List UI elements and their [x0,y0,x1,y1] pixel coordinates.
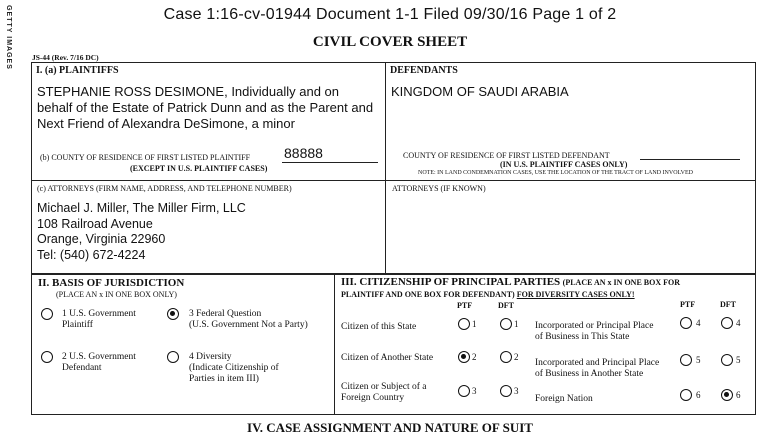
plaintiffs-heading: I. (a) PLAINTIFFS [36,65,119,76]
dft-radio-5[interactable] [721,354,733,366]
dft-num-3: 3 [514,386,519,396]
dft-num-4: 4 [736,318,741,328]
plaintiff-county-label: (b) COUNTY OF RESIDENCE OF FIRST LISTED PLAINTIFF [40,153,251,162]
plaintiff-county-value: 88888 [284,145,323,161]
defendant-name: KINGDOM OF SAUDI ARABIA [391,84,569,99]
ptf-num-4: 4 [696,318,701,328]
defendants-heading: DEFENDANTS [390,65,458,76]
dft-label-right: DFT [720,300,736,309]
defendant-county-label: COUNTY OF RESIDENCE OF FIRST LISTED DEFENDANT [403,151,610,160]
ptf-radio-6[interactable] [680,389,692,401]
watermark: GETTY IMAGES [4,5,12,70]
jurisdiction-sub: (PLACE AN x IN ONE BOX ONLY) [56,290,177,299]
incorporated-another-state-label: Incorporated and Principal Place of Business in Another State [535,358,660,379]
form-title: CIVIL COVER SHEET [312,34,468,50]
case-assignment-heading: IV. CASE ASSIGNMENT AND NATURE OF SUIT [247,420,533,435]
ptf-label-left: PTF [457,301,473,310]
ptf-radio-1[interactable] [458,318,470,330]
attorneys-label: (c) ATTORNEYS (FIRM NAME, ADDRESS, AND TELEPHONE NUMBER) [37,184,292,193]
dft-radio-3[interactable] [500,385,512,397]
case-header: Case 1:16-cv-01944 Document 1-1 Filed 09/30/16 Page 1 of 2 [163,6,617,23]
form-revision: JS-44 (Rev. 7/16 DC) [32,53,99,62]
jurisdiction-heading: II. BASIS OF JURISDICTION [38,277,185,289]
dft-label-left: DFT [498,301,514,310]
dft-num-6: 6 [736,390,741,400]
jurisdiction-option-2: 2 U.S. Government Defendant [62,352,136,373]
jurisdiction-option-3: 3 Federal Question (U.S. Government Not a Party) [189,309,308,330]
jurisdiction-radio-2[interactable] [41,351,53,363]
jurisdiction-radio-4[interactable] [167,351,179,363]
dft-num-2: 2 [514,352,519,362]
citizen-this-state-label: Citizen of this State [341,322,417,332]
dft-num-5: 5 [736,355,741,365]
ptf-num-3: 3 [472,386,477,396]
foreign-nation-label: Foreign Nation [535,394,593,404]
ptf-radio-5[interactable] [680,354,692,366]
citizen-another-state-label: Citizen of Another State [341,353,434,363]
citizen-foreign-label: Citizen or Subject of a Foreign Country [341,382,427,403]
dft-radio-6[interactable] [721,389,733,401]
plaintiff-county-note: (EXCEPT IN U.S. PLAINTIFF CASES) [130,164,268,173]
ptf-label-right: PTF [680,300,696,309]
dft-num-1: 1 [514,319,519,329]
defendant-county-note: (IN U.S. PLAINTIFF CASES ONLY) [500,160,628,169]
incorporated-this-state-label: Incorporated or Principal Place of Business in This State [535,321,654,342]
citizenship-heading: III. CITIZENSHIP OF PRINCIPAL PARTIES (PLACE AN x IN ONE BOX FOR [341,276,680,288]
ptf-radio-4[interactable] [680,317,692,329]
jurisdiction-option-1: 1 U.S. Government Plaintiff [62,309,136,330]
ptf-num-1: 1 [472,319,477,329]
dft-radio-4[interactable] [721,317,733,329]
ptf-radio-2[interactable] [458,351,470,363]
ptf-num-2: 2 [472,352,477,362]
jurisdiction-radio-3[interactable] [167,308,179,320]
ptf-num-6: 6 [696,390,701,400]
dft-radio-2[interactable] [500,351,512,363]
plaintiff-name: STEPHANIE ROSS DESIMONE, Individually and on behalf of the Estate of Patrick Dunn and as the Parent and Next Friend of Alexandra DeSimone, a minor [37,84,374,131]
ptf-num-5: 5 [696,355,701,365]
land-condemnation-note: NOTE: IN LAND CONDEMNATION CASES, USE THE LOCATION OF THE TRACT OF LAND INVOLVED [418,170,694,176]
jurisdiction-radio-1[interactable] [41,308,53,320]
plaintiff-attorney: Michael J. Miller, The Miller Firm, LLC 108 Railroad Avenue Orange, Virginia 22960 Tel: (540) 672-4224 [37,201,246,262]
ptf-radio-3[interactable] [458,385,470,397]
defendant-attorneys-label: ATTORNEYS (IF KNOWN) [392,184,486,193]
citizenship-heading-line2: PLAINTIFF AND ONE BOX FOR DEFENDANT) FOR DIVERSITY CASES ONLY! [341,290,635,299]
jurisdiction-option-4: 4 Diversity (Indicate Citizenship of Parties in item III) [189,352,279,384]
dft-radio-1[interactable] [500,318,512,330]
